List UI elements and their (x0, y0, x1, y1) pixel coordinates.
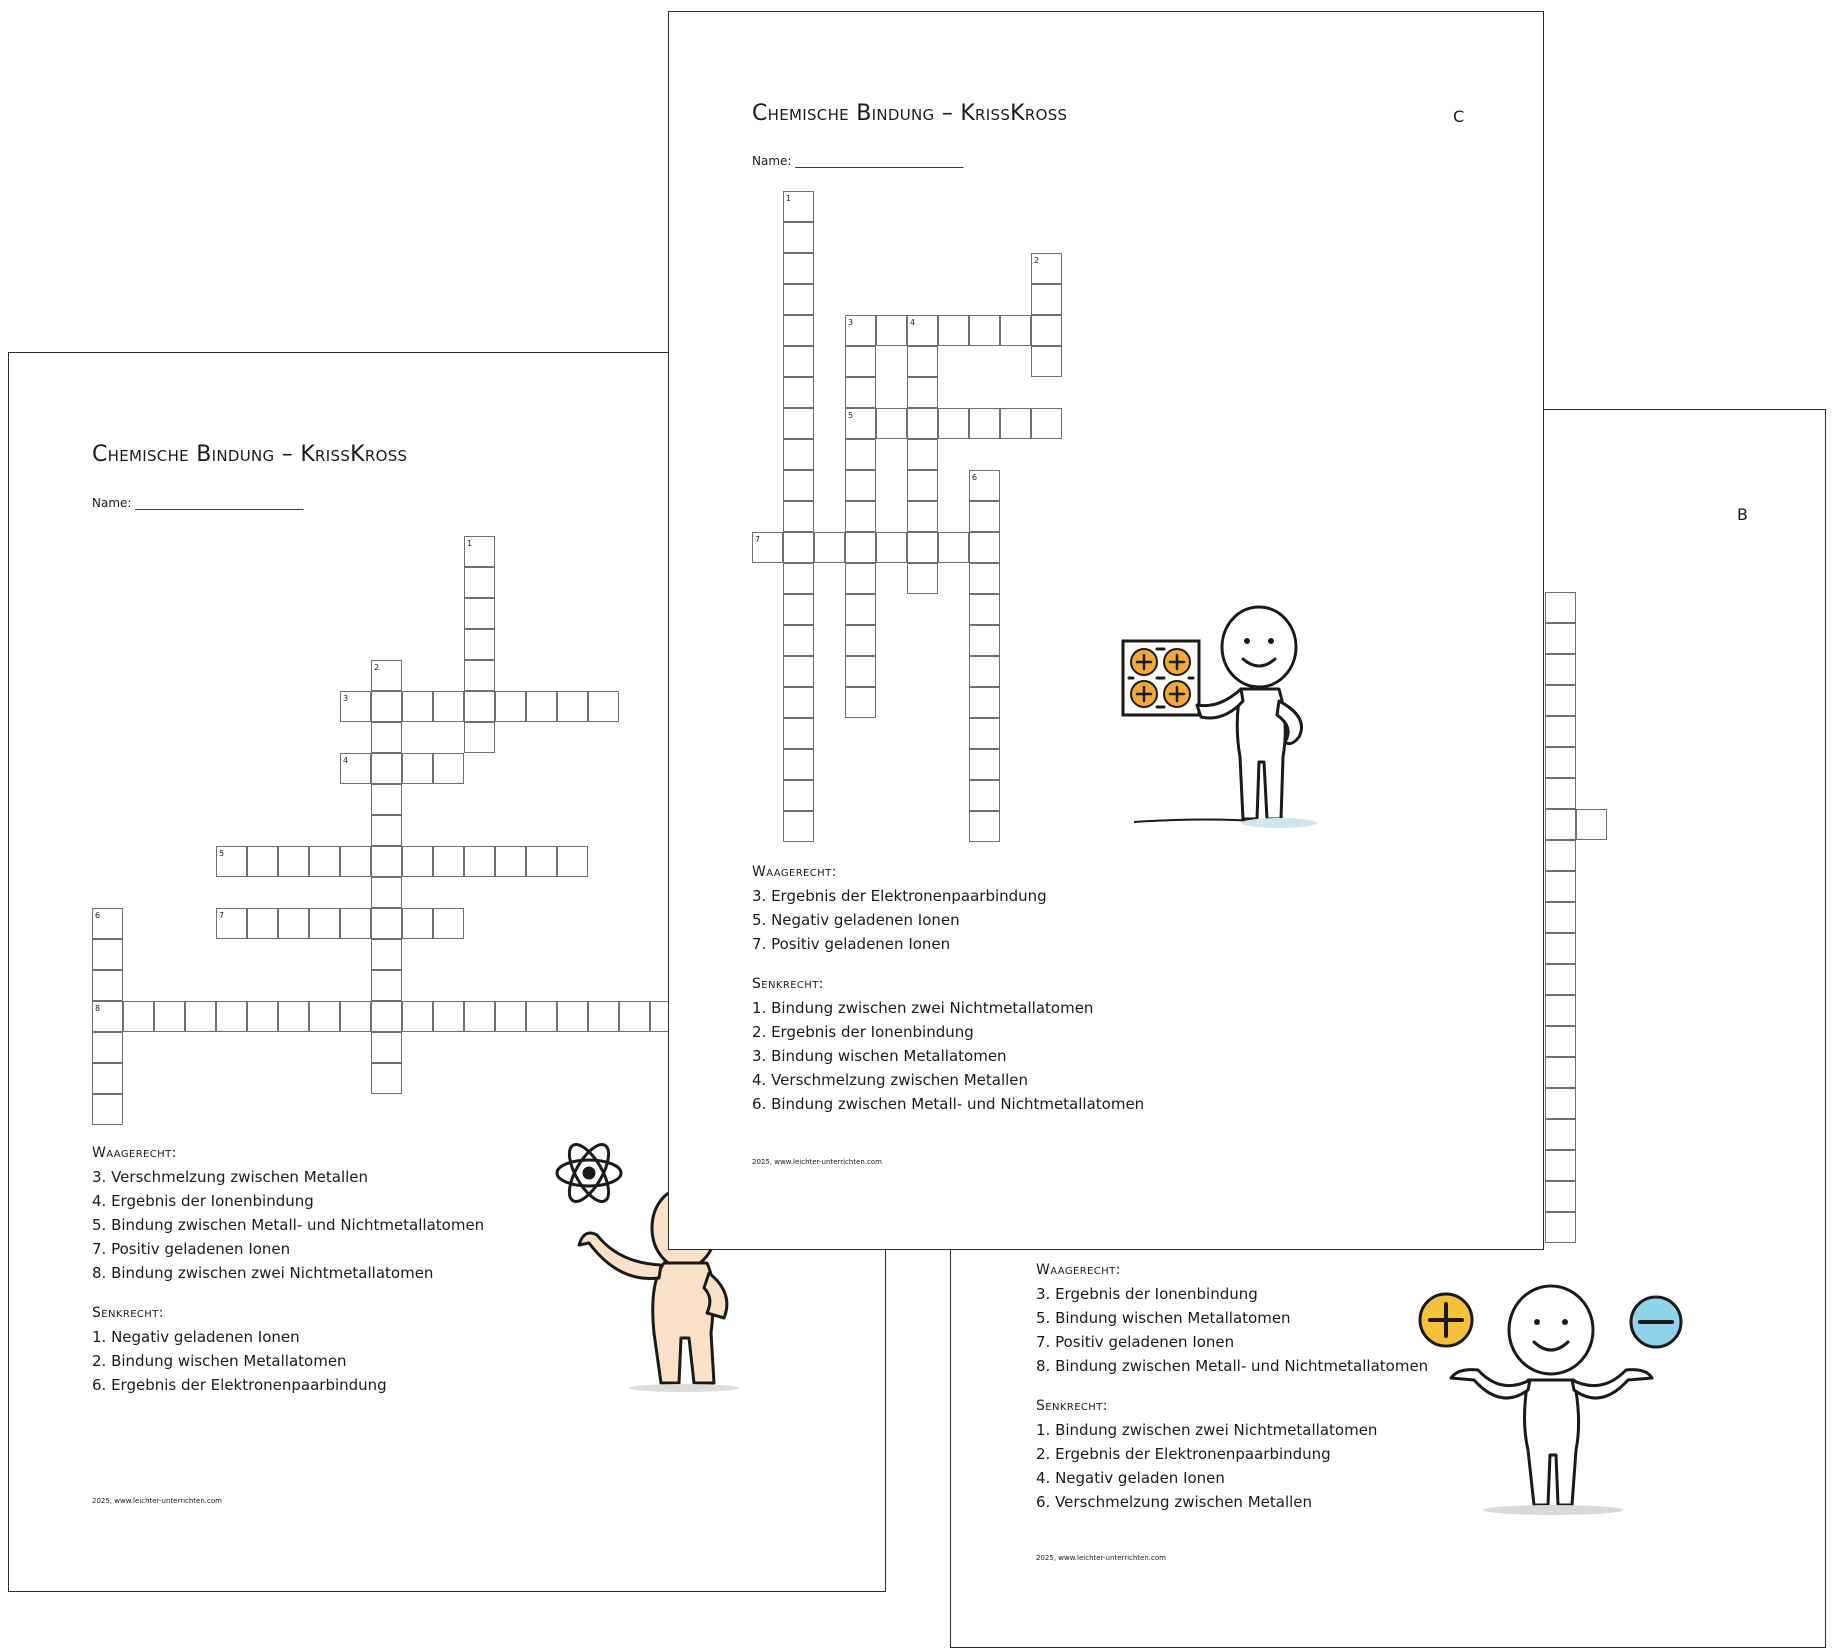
clue-item: 1. Bindung zwischen zwei Nichtmetallatomen (1036, 1421, 1378, 1439)
crossword-cell (464, 598, 495, 629)
crossword-cell (1545, 840, 1576, 871)
clue-item: 3. Bindung wischen Metallatomen (752, 1047, 1007, 1065)
clue-item: 4. Ergebnis der Ionenbindung (92, 1192, 314, 1210)
crossword-cell (1545, 592, 1576, 623)
crossword-cell (619, 1001, 650, 1032)
crossword-cell (402, 753, 433, 784)
crossword-cell (92, 1032, 123, 1063)
clue-item: 3. Verschmelzung zwischen Metallen (92, 1168, 369, 1186)
crossword-cell (845, 594, 876, 625)
atom-icon (557, 1139, 621, 1207)
footer-credit: 2025, www.leichter-unterrichten.com (752, 1158, 882, 1166)
crossword-cell (1031, 346, 1062, 377)
crossword-cell (969, 656, 1000, 687)
crossword-cell (371, 908, 402, 939)
crossword-cell (876, 532, 907, 563)
clue-item: 6. Ergebnis der Elektronenpaarbindung (92, 1376, 387, 1394)
clue-item: 6. Bindung zwischen Metall- und Nichtmetallatomen (752, 1095, 1145, 1113)
crossword-cell (907, 470, 938, 501)
footer-credit: 2025, www.leichter-unterrichten.com (92, 1497, 222, 1505)
crossword-cell (969, 563, 1000, 594)
crossword-cell (371, 1063, 402, 1094)
crossword-cell (464, 1001, 495, 1032)
crossword-cell (783, 501, 814, 532)
crossword-cell (247, 908, 278, 939)
crossword-cell (969, 625, 1000, 656)
crossword-cell (402, 691, 433, 722)
down-heading: Senkrecht: (1036, 1398, 1108, 1414)
crossword-cell (371, 970, 402, 1001)
crossword-cell (783, 408, 814, 439)
crossword-cell (783, 377, 814, 408)
clue-item: 4. Verschmelzung zwischen Metallen (752, 1071, 1029, 1089)
crossword-cell (907, 346, 938, 377)
metal-lattice-board-icon (1123, 641, 1199, 715)
clue-item: 4. Negativ geladen Ionen (1036, 1469, 1225, 1487)
clue-item: 3. Ergebnis der Ionenbindung (1036, 1285, 1258, 1303)
crossword-cell (371, 939, 402, 970)
crossword-cell (340, 846, 371, 877)
across-heading: Waagerecht: (752, 864, 837, 880)
crossword-cell (907, 408, 938, 439)
crossword-cell (309, 1001, 340, 1032)
crossword-cell (247, 846, 278, 877)
crossword-cell (1031, 408, 1062, 439)
crossword-cell (92, 939, 123, 970)
clue-item: 7. Positiv geladenen Ionen (92, 1240, 291, 1258)
clue-item: 5. Bindung wischen Metallatomen (1036, 1309, 1291, 1327)
crossword-cell (495, 846, 526, 877)
crossword-cell (845, 346, 876, 377)
clue-item: 8. Bindung zwischen zwei Nichtmetallatomen (92, 1264, 434, 1282)
crossword-cell (845, 470, 876, 501)
crossword-cell (495, 691, 526, 722)
crossword-cell (783, 625, 814, 656)
crossword-cell (1545, 809, 1576, 840)
name-field: Name: ____________________________ (92, 496, 304, 510)
crossword-cell (402, 908, 433, 939)
worksheet-title: Chemische Bindung – KrissKross (752, 101, 1068, 126)
crossword-cell (526, 846, 557, 877)
crossword-cell (845, 563, 876, 594)
crossword-cell (969, 315, 1000, 346)
crossword-cell (154, 1001, 185, 1032)
crossword-cell (969, 718, 1000, 749)
clue-number: 8 (95, 1004, 101, 1013)
clue-number: 6 (972, 473, 978, 482)
crossword-cell (92, 970, 123, 1001)
crossword-cell (876, 408, 907, 439)
crossword-cell (433, 908, 464, 939)
crossword-cell (1545, 747, 1576, 778)
clue-number: 7 (219, 911, 225, 920)
crossword-cell (526, 1001, 557, 1032)
crossword-cell (783, 315, 814, 346)
crossword-cell (969, 749, 1000, 780)
crossword-cell (1576, 809, 1607, 840)
crossword-cell (969, 780, 1000, 811)
crossword-cell (783, 346, 814, 377)
crossword-cell (371, 1001, 402, 1032)
crossword-cell (92, 1063, 123, 1094)
crossword-cell (1545, 685, 1576, 716)
crossword-cell (371, 691, 402, 722)
down-heading: Senkrecht: (92, 1305, 164, 1321)
minus-icon (1631, 1297, 1681, 1347)
crossword-cell (185, 1001, 216, 1032)
crossword-cell (371, 815, 402, 846)
crossword-cell (557, 691, 588, 722)
crossword-cell (371, 1032, 402, 1063)
crossword-cell (845, 687, 876, 718)
clue-number: 2 (1034, 256, 1040, 265)
crossword-cell (278, 846, 309, 877)
crossword-cell (1545, 995, 1576, 1026)
crossword-cell (526, 691, 557, 722)
plus-icon (1420, 1294, 1472, 1346)
crossword-cell (907, 532, 938, 563)
crossword-cell (1545, 1150, 1576, 1181)
crossword-cell (1545, 871, 1576, 902)
crossword-cell (783, 656, 814, 687)
crossword-cell (123, 1001, 154, 1032)
crossword-cell (969, 501, 1000, 532)
crossword-cell (309, 846, 340, 877)
crossword-cell (1545, 716, 1576, 747)
across-heading: Waagerecht: (92, 1145, 177, 1161)
clue-number: 5 (848, 411, 854, 420)
clue-item: 1. Negativ geladenen Ionen (92, 1328, 300, 1346)
crossword-cell (969, 408, 1000, 439)
clue-number: 1 (467, 539, 473, 548)
crossword-cell (845, 656, 876, 687)
clue-number: 2 (374, 663, 380, 672)
crossword-cell (433, 846, 464, 877)
clue-item: 7. Positiv geladenen Ionen (752, 935, 951, 953)
crossword-cell (783, 718, 814, 749)
crossword-cell (402, 846, 433, 877)
crossword-cell (969, 811, 1000, 842)
crossword-cell (371, 722, 402, 753)
crossword-cell (557, 846, 588, 877)
across-heading: Waagerecht: (1036, 1262, 1121, 1278)
crossword-cell (907, 563, 938, 594)
crossword-cell (783, 439, 814, 470)
crossword-cell (1545, 654, 1576, 685)
worksheet-c (668, 11, 1544, 1250)
crossword-cell (1000, 315, 1031, 346)
crossword-cell (1545, 623, 1576, 654)
crossword-cell (783, 811, 814, 842)
crossword-cell (433, 753, 464, 784)
crossword-cell (845, 377, 876, 408)
crossword-cell (907, 501, 938, 532)
clue-item: 5. Negativ geladenen Ionen (752, 911, 960, 929)
crossword-cell (340, 1001, 371, 1032)
crossword-cell (557, 1001, 588, 1032)
crossword-cell (1545, 933, 1576, 964)
crossword-cell (433, 691, 464, 722)
crossword-cell (969, 594, 1000, 625)
crossword-cell (216, 1001, 247, 1032)
crossword-cell (814, 532, 845, 563)
crossword-cell (1545, 1026, 1576, 1057)
crossword-cell (278, 908, 309, 939)
clue-number: 4 (343, 756, 349, 765)
stick-figure-lattice-illustration (1119, 597, 1339, 837)
crossword-cell (495, 1001, 526, 1032)
crossword-cell (783, 222, 814, 253)
crossword-cell (433, 1001, 464, 1032)
worksheet-version-letter: C (1453, 107, 1465, 126)
clue-list (1036, 1258, 1428, 1514)
crossword-cell (1545, 1181, 1576, 1212)
crossword-cell (278, 1001, 309, 1032)
clue-number: 7 (755, 535, 761, 544)
crossword-cell (1031, 315, 1062, 346)
clue-list (752, 860, 1144, 1116)
crossword-cell (938, 532, 969, 563)
crossword-cell (1545, 1088, 1576, 1119)
crossword-cell (464, 660, 495, 691)
crossword-cell (969, 687, 1000, 718)
worksheet-title: Chemische Bindung – KrissKross (92, 442, 408, 467)
crossword-cell (1545, 1119, 1576, 1150)
crossword-cell (907, 377, 938, 408)
crossword-cell (845, 501, 876, 532)
clue-number: 4 (910, 318, 916, 327)
clue-number: 6 (95, 911, 101, 920)
footer-credit: 2025, www.leichter-unterrichten.com (1036, 1554, 1166, 1562)
crossword-cell (464, 846, 495, 877)
crossword-cell (938, 315, 969, 346)
crossword-cell (1545, 778, 1576, 809)
crossword-cell (783, 532, 814, 563)
crossword-cell (783, 563, 814, 594)
crossword-cell (464, 722, 495, 753)
crossword-cell (783, 780, 814, 811)
crossword-cell (464, 567, 495, 598)
crossword-cell (845, 625, 876, 656)
crossword-cell (1545, 1057, 1576, 1088)
clue-item: 2. Ergebnis der Ionenbindung (752, 1023, 974, 1041)
clue-item: 6. Verschmelzung zwischen Metallen (1036, 1493, 1313, 1511)
clue-item: 7. Positiv geladenen Ionen (1036, 1333, 1235, 1351)
crossword-cell (845, 532, 876, 563)
down-heading: Senkrecht: (752, 976, 824, 992)
crossword-cell (464, 691, 495, 722)
crossword-cell (92, 1094, 123, 1125)
stick-figure-charges-illustration (1416, 1280, 1686, 1520)
crossword-cell (876, 315, 907, 346)
crossword-cell (783, 687, 814, 718)
crossword-cell (1000, 408, 1031, 439)
clue-number: 3 (848, 318, 854, 327)
crossword-cell (371, 846, 402, 877)
crossword-cell (588, 1001, 619, 1032)
crossword-cell (969, 532, 1000, 563)
clue-number: 1 (786, 194, 792, 203)
clue-number: 3 (343, 694, 349, 703)
crossword-cell (1031, 284, 1062, 315)
crossword-cell (1545, 1212, 1576, 1243)
clue-item: 8. Bindung zwischen Metall- und Nichtmetallatomen (1036, 1357, 1429, 1375)
crossword-cell (371, 784, 402, 815)
crossword-cell (402, 1001, 433, 1032)
crossword-cell (309, 908, 340, 939)
crossword-cell (938, 408, 969, 439)
name-field: Name: ____________________________ (752, 154, 964, 168)
crossword-cell (783, 284, 814, 315)
clue-item: 5. Bindung zwischen Metall- und Nichtmetallatomen (92, 1216, 485, 1234)
clue-list (92, 1141, 484, 1397)
clue-number: 5 (219, 849, 225, 858)
crossword-cell (783, 594, 814, 625)
crossword-cell (371, 753, 402, 784)
clue-item: 3. Ergebnis der Elektronenpaarbindung (752, 887, 1047, 905)
crossword-cell (783, 749, 814, 780)
clue-item: 2. Bindung wischen Metallatomen (92, 1352, 347, 1370)
clue-item: 1. Bindung zwischen zwei Nichtmetallatomen (752, 999, 1094, 1017)
crossword-cell (464, 629, 495, 660)
crossword-cell (783, 253, 814, 284)
crossword-cell (1545, 964, 1576, 995)
crossword-cell (907, 439, 938, 470)
crossword-cell (845, 439, 876, 470)
crossword-cell (371, 877, 402, 908)
clue-item: 2. Ergebnis der Elektronenpaarbindung (1036, 1445, 1331, 1463)
worksheet-version-letter: B (1737, 505, 1748, 524)
crossword-cell (783, 470, 814, 501)
crossword-cell (588, 691, 619, 722)
crossword-cell (247, 1001, 278, 1032)
crossword-cell (340, 908, 371, 939)
crossword-cell (1545, 902, 1576, 933)
